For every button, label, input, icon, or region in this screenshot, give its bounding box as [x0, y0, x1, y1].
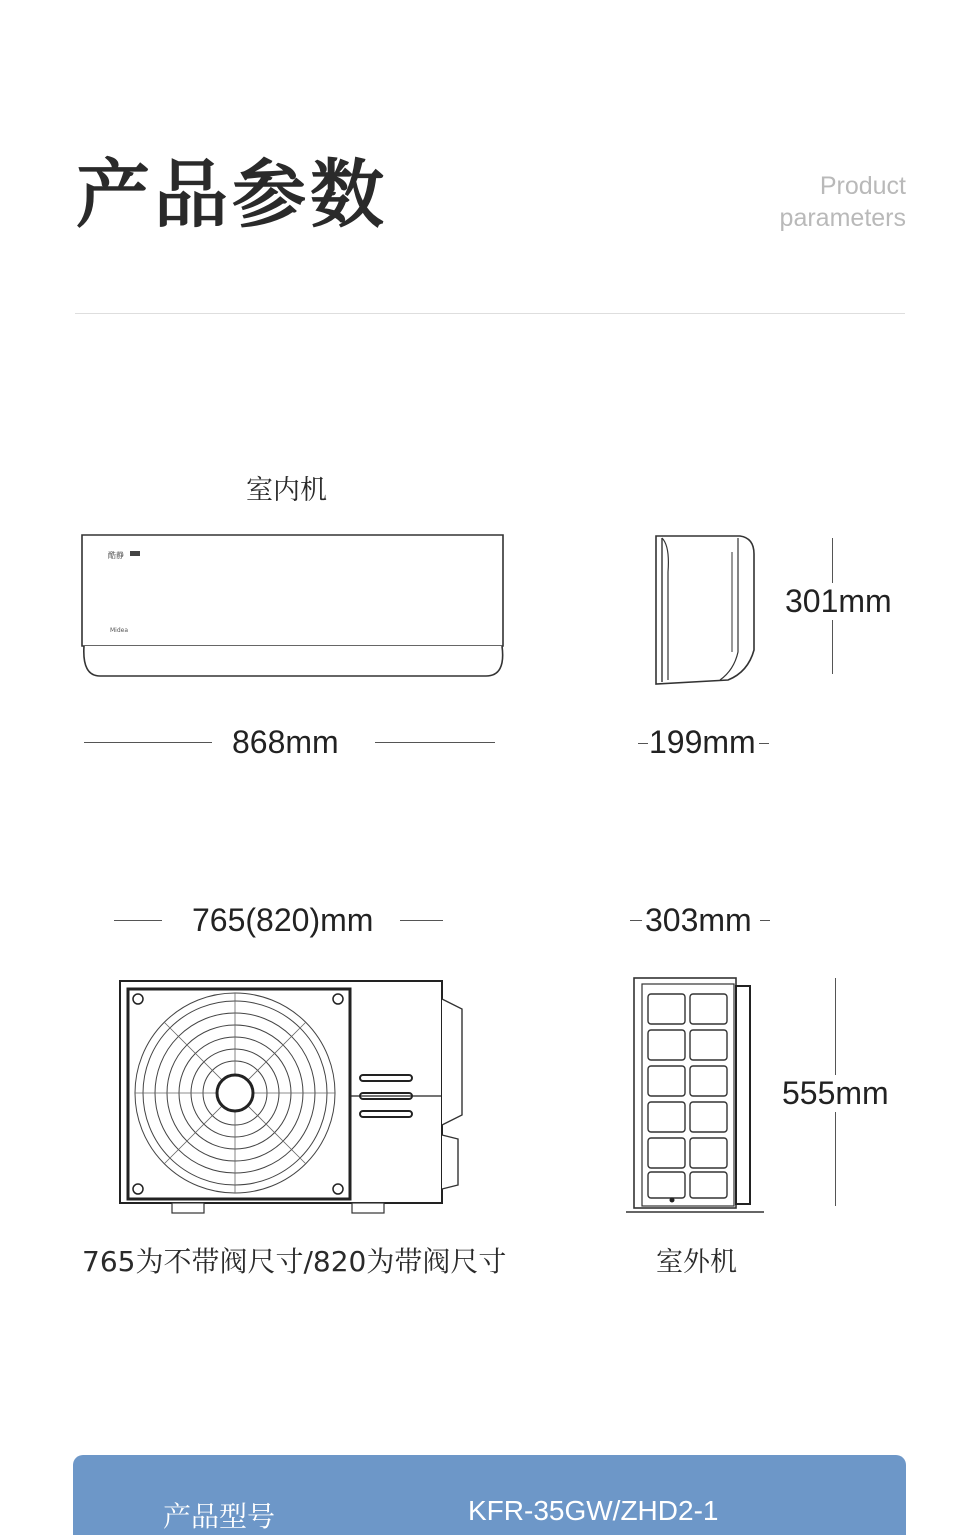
- indoor-unit-side-drawing: [648, 532, 760, 690]
- outdoor-size-note: 765为不带阀尺寸/820为带阀尺寸: [82, 1245, 507, 1278]
- spec-table-header-row: [73, 1455, 906, 1535]
- subtitle-line-1: Product: [819, 172, 906, 200]
- spec-model-value: KFR-35GW/ZHD2-1: [468, 1495, 719, 1526]
- outdoor-unit-front-drawing: [112, 975, 472, 1220]
- header-divider: [75, 313, 905, 314]
- indoor-height-value: 301mm: [785, 583, 892, 619]
- outdoor-height-value: 555mm: [782, 1075, 889, 1111]
- indoor-depth-tick-right: [759, 743, 769, 744]
- indoor-width-line-right: [375, 742, 495, 743]
- outdoor-width-line-right: [400, 920, 443, 921]
- midea-logo: Midea: [110, 627, 129, 634]
- outdoor-unit-label: 室外机: [656, 1247, 737, 1278]
- spec-model-label: 产品型号: [163, 1500, 276, 1533]
- indoor-depth-tick-left: [638, 743, 648, 744]
- page-subtitle: [780, 170, 906, 234]
- outdoor-depth-tick-right: [760, 920, 770, 921]
- outdoor-depth-value: 303mm: [645, 902, 752, 938]
- indoor-width-value: 868mm: [232, 724, 339, 760]
- outdoor-width-line-left: [114, 920, 162, 921]
- page-title: 产品参数: [76, 152, 388, 238]
- outdoor-width-value: 765(820)mm: [192, 902, 374, 938]
- indoor-width-line-left: [84, 742, 212, 743]
- subtitle-line-2: parameters: [779, 204, 906, 232]
- indoor-depth-value: 199mm: [649, 724, 756, 760]
- outdoor-depth-tick-left: [630, 920, 642, 921]
- indoor-unit-label: 室内机: [246, 475, 327, 506]
- brand-badge-text: 酷静: [108, 551, 124, 560]
- indoor-unit-front-drawing: [78, 530, 510, 682]
- outdoor-unit-side-drawing: [624, 970, 764, 1220]
